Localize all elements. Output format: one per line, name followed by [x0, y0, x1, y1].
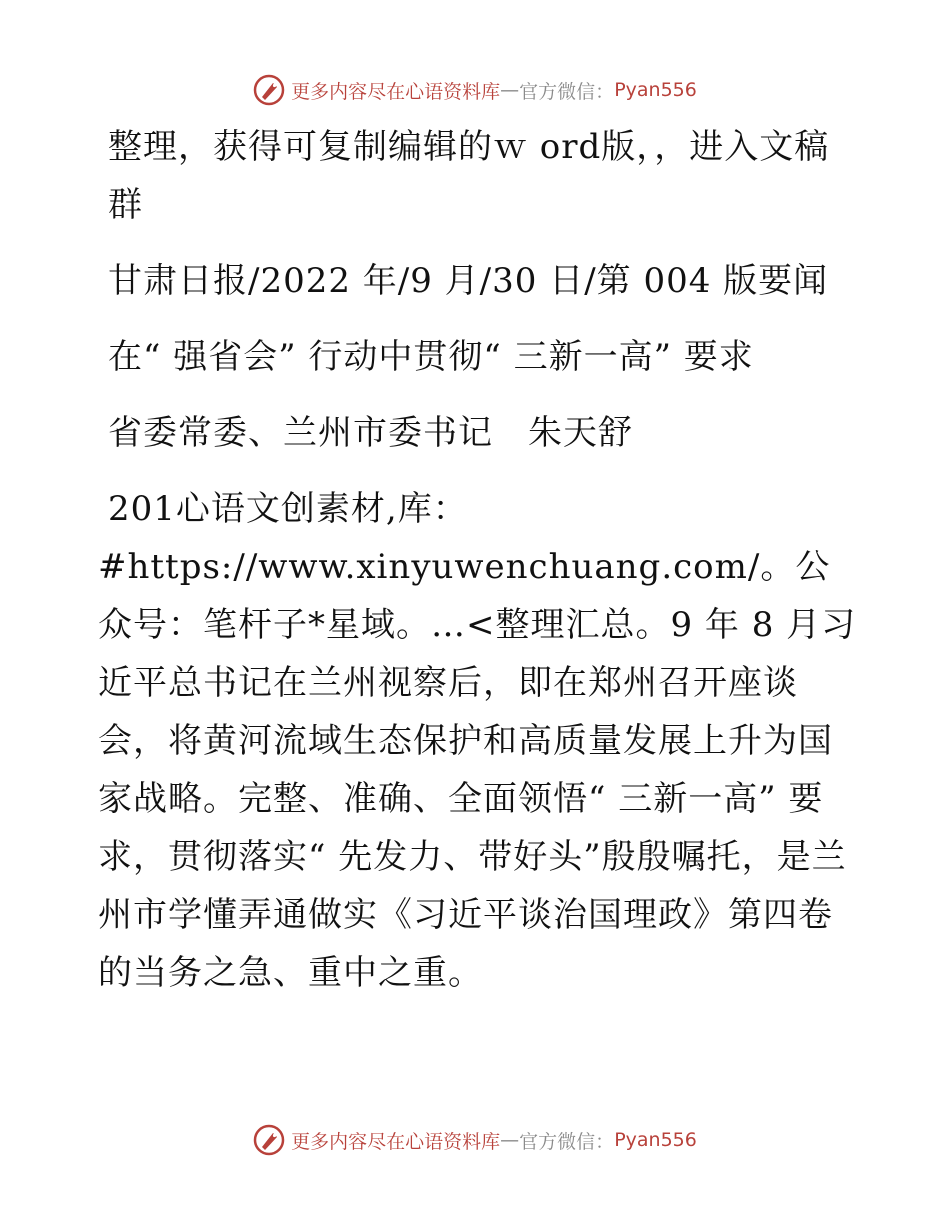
source-line: 甘肃日报/2022 年/9 月/30 日/第 004 版要闻 — [108, 261, 829, 301]
pen-nib-logo-icon — [253, 74, 285, 106]
banner-separator: — — [500, 79, 520, 101]
body-paragraph: 201心语文创素材,库：#https://www.xinyuwenchuang.com/。公众号：笔杆子*星域。…<整理汇总。9 年 8 月习近平总书记在兰州视察后，即在郑州召开座谈会，将黄河流域生态保护和高质量发展上升为国家战略。完整、准确、全面领悟“ 三新一高” 要求，贯彻落实“ 先发力、带好头”殷殷嘱托，是兰州市学懂弄通做实《习近平谈治国理政》第四卷的当务之急、重中之重。 — [98, 489, 857, 993]
banner-contact-label: 官方微信： — [519, 1130, 615, 1153]
banner-contact-label: 官方微信： — [519, 80, 615, 103]
author-line: 省委常委、兰州市委书记 朱天舒 — [108, 413, 633, 453]
document-body — [98, 118, 858, 1002]
pen-nib-logo-icon — [253, 1124, 285, 1156]
banner-separator: — — [500, 1129, 520, 1151]
banner-contact-handle: Pyan556 — [614, 79, 697, 101]
banner-title: 更多内容尽在心语资料库 — [291, 1130, 501, 1153]
banner-contact-handle: Pyan556 — [614, 1129, 697, 1151]
article-headline: 在“ 强省会” 行动中贯彻“ 三新一高” 要求 — [108, 337, 754, 377]
header-banner — [0, 72, 950, 108]
banner-title: 更多内容尽在心语资料库 — [291, 80, 501, 103]
intro-paragraph: 整理，获得可复制编辑的ｗ ord版，，进入文稿群 — [108, 127, 830, 225]
footer-banner — [0, 1122, 950, 1158]
